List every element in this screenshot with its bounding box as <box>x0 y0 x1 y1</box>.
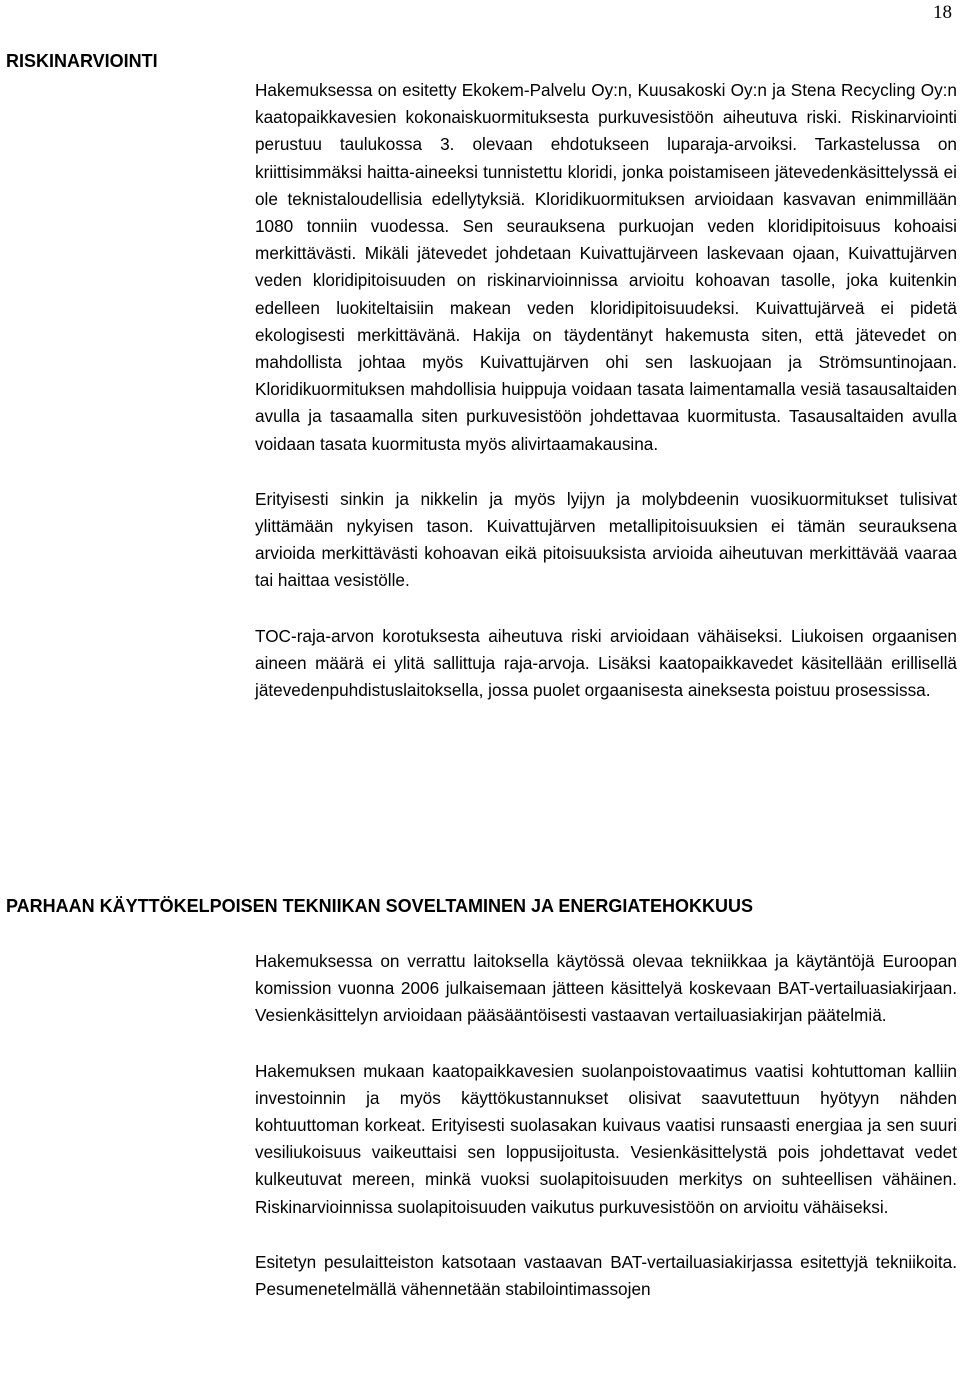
paragraph: Hakemuksessa on verrattu laitoksella käytössä olevaa tekniikkaa ja käytäntöjä Euroopan komission vuonna 2006 julkaisemaan jätteen käsittelyä koskevaan BAT-vertailuasiakirjaan. Vesienkäsittelyn arvioidaan pääsääntöisesti vastaavan vertailuasiakirjan päätelmiä. <box>255 951 957 1026</box>
page-number: 18 <box>933 2 952 23</box>
section-body-riskinarviointi <box>255 77 957 704</box>
paragraph: Esitetyn pesulaitteiston katsotaan vastaavan BAT-vertailuasiakirjassa esitettyjä tekniikoita. Pesumenetelmällä vähennetään stabilointimassojen <box>255 1251 957 1300</box>
paragraph: TOC-raja-arvon korotuksesta aiheutuva riski arvioidaan vähäiseksi. Liukoisen orgaanisen aineen määrä ei ylitä sallittuja raja-arvoja. Lisäksi kaatopaikkavedet käsitellään erillisellä jätevedenpuhdistuslaitoksella, jossa puolet orgaanisesta aineksesta poistuu prosessissa. <box>255 625 957 701</box>
section-body-bat-energiatehokkuus <box>255 948 957 1303</box>
paragraph: Hakemuksessa on esitetty Ekokem-Palvelu Oy:n, Kuusakoski Oy:n ja Stena Recycling Oy:n kaatopaikkavesien kokonaiskuormituksesta purkuvesistöön aiheutuva riski. Riskinarviointi perustuu taulukossa 3. olevaan ehdotukseen luparaja-arvoiksi. Tarkastelussa on kriittisimmäksi haitta-aineeksi tunnistettu kloridi, jonka poistamiseen jätevedenkäsittelyssä ei ole teknistaloudellisia edellytyksiä. Kloridikuormituksen arvioidaan kasvavan enimmillään 1080 tonniin vuodessa. Sen seurauksena purkuojan veden kloridipitoisuus kohoaisi merkittävästi. Mikäli jätevedet johdetaan Kuivattujärveen laskevaan ojaan, Kuivattujärven veden kloridipitoisuuden on riskinarvioinnissa arvioitu kohoavan tasolle, joka kuitenkin edelleen luokiteltaisiin makean veden kloridipitoisuudeksi. Kuivattujärveä ei pidetä ekologisesti merkittävänä. Hakija on täydentänyt hakemusta siten, että jätevedet on mahdollista johtaa myös Kuivattujärven ohi sen laskuojaan ja Strömsuntinojaan. Kloridikuormituksen mahdollisia huippuja voidaan tasata laimentamalla vesiä tasausaltaiden avulla ja tasaamalla siten purkuvesistöön johdettavaa kuormitusta. Tasausaltaiden avulla voidaan tasata kuormitusta myös alivirtaamakausina. <box>255 80 957 454</box>
section-heading-bat-energiatehokkuus: PARHAAN KÄYTTÖKELPOISEN TEKNIIKAN SOVELTAMINEN JA ENERGIATEHOKKUUS <box>6 896 754 916</box>
paragraph: Hakemuksen mukaan kaatopaikkavesien suolanpoistovaatimus vaatisi kohtuttoman kalliin investoinnin ja myös käyttökustannukset olisivat saavutettuun hyötyyn nähden kohtuuttoman korkeat. Erityisesti suolasakan kuivaus vaatisi runsaasti energiaa ja sen suuri vesiliukoisuus vaikeuttaisi sen loppusijoitusta. Vesienkäsittelystä pois johdettavat vedet kulkeutuvat mereen, minkä vuoksi suolapitoisuuden merkitys on suhteellisen vähäinen. Riskinarvioinnissa suolapitoisuuden vaikutus purkuvesistöön on arvioitu vähäiseksi. <box>255 1060 957 1217</box>
paragraph: Erityisesti sinkin ja nikkelin ja myös lyijyn ja molybdeenin vuosikuormitukset tulisivat ylittämään nykyisen tason. Kuivattujärven metallipitoisuuksien ei tämän seurauksena arvioida merkittävästi kohoavan eikä pitoisuuksista arvioida aiheutuvan merkittävää vaaraa tai haittaa vesistölle. <box>255 488 957 591</box>
section-heading-riskinarviointi: RISKINARVIOINTI <box>6 51 158 71</box>
